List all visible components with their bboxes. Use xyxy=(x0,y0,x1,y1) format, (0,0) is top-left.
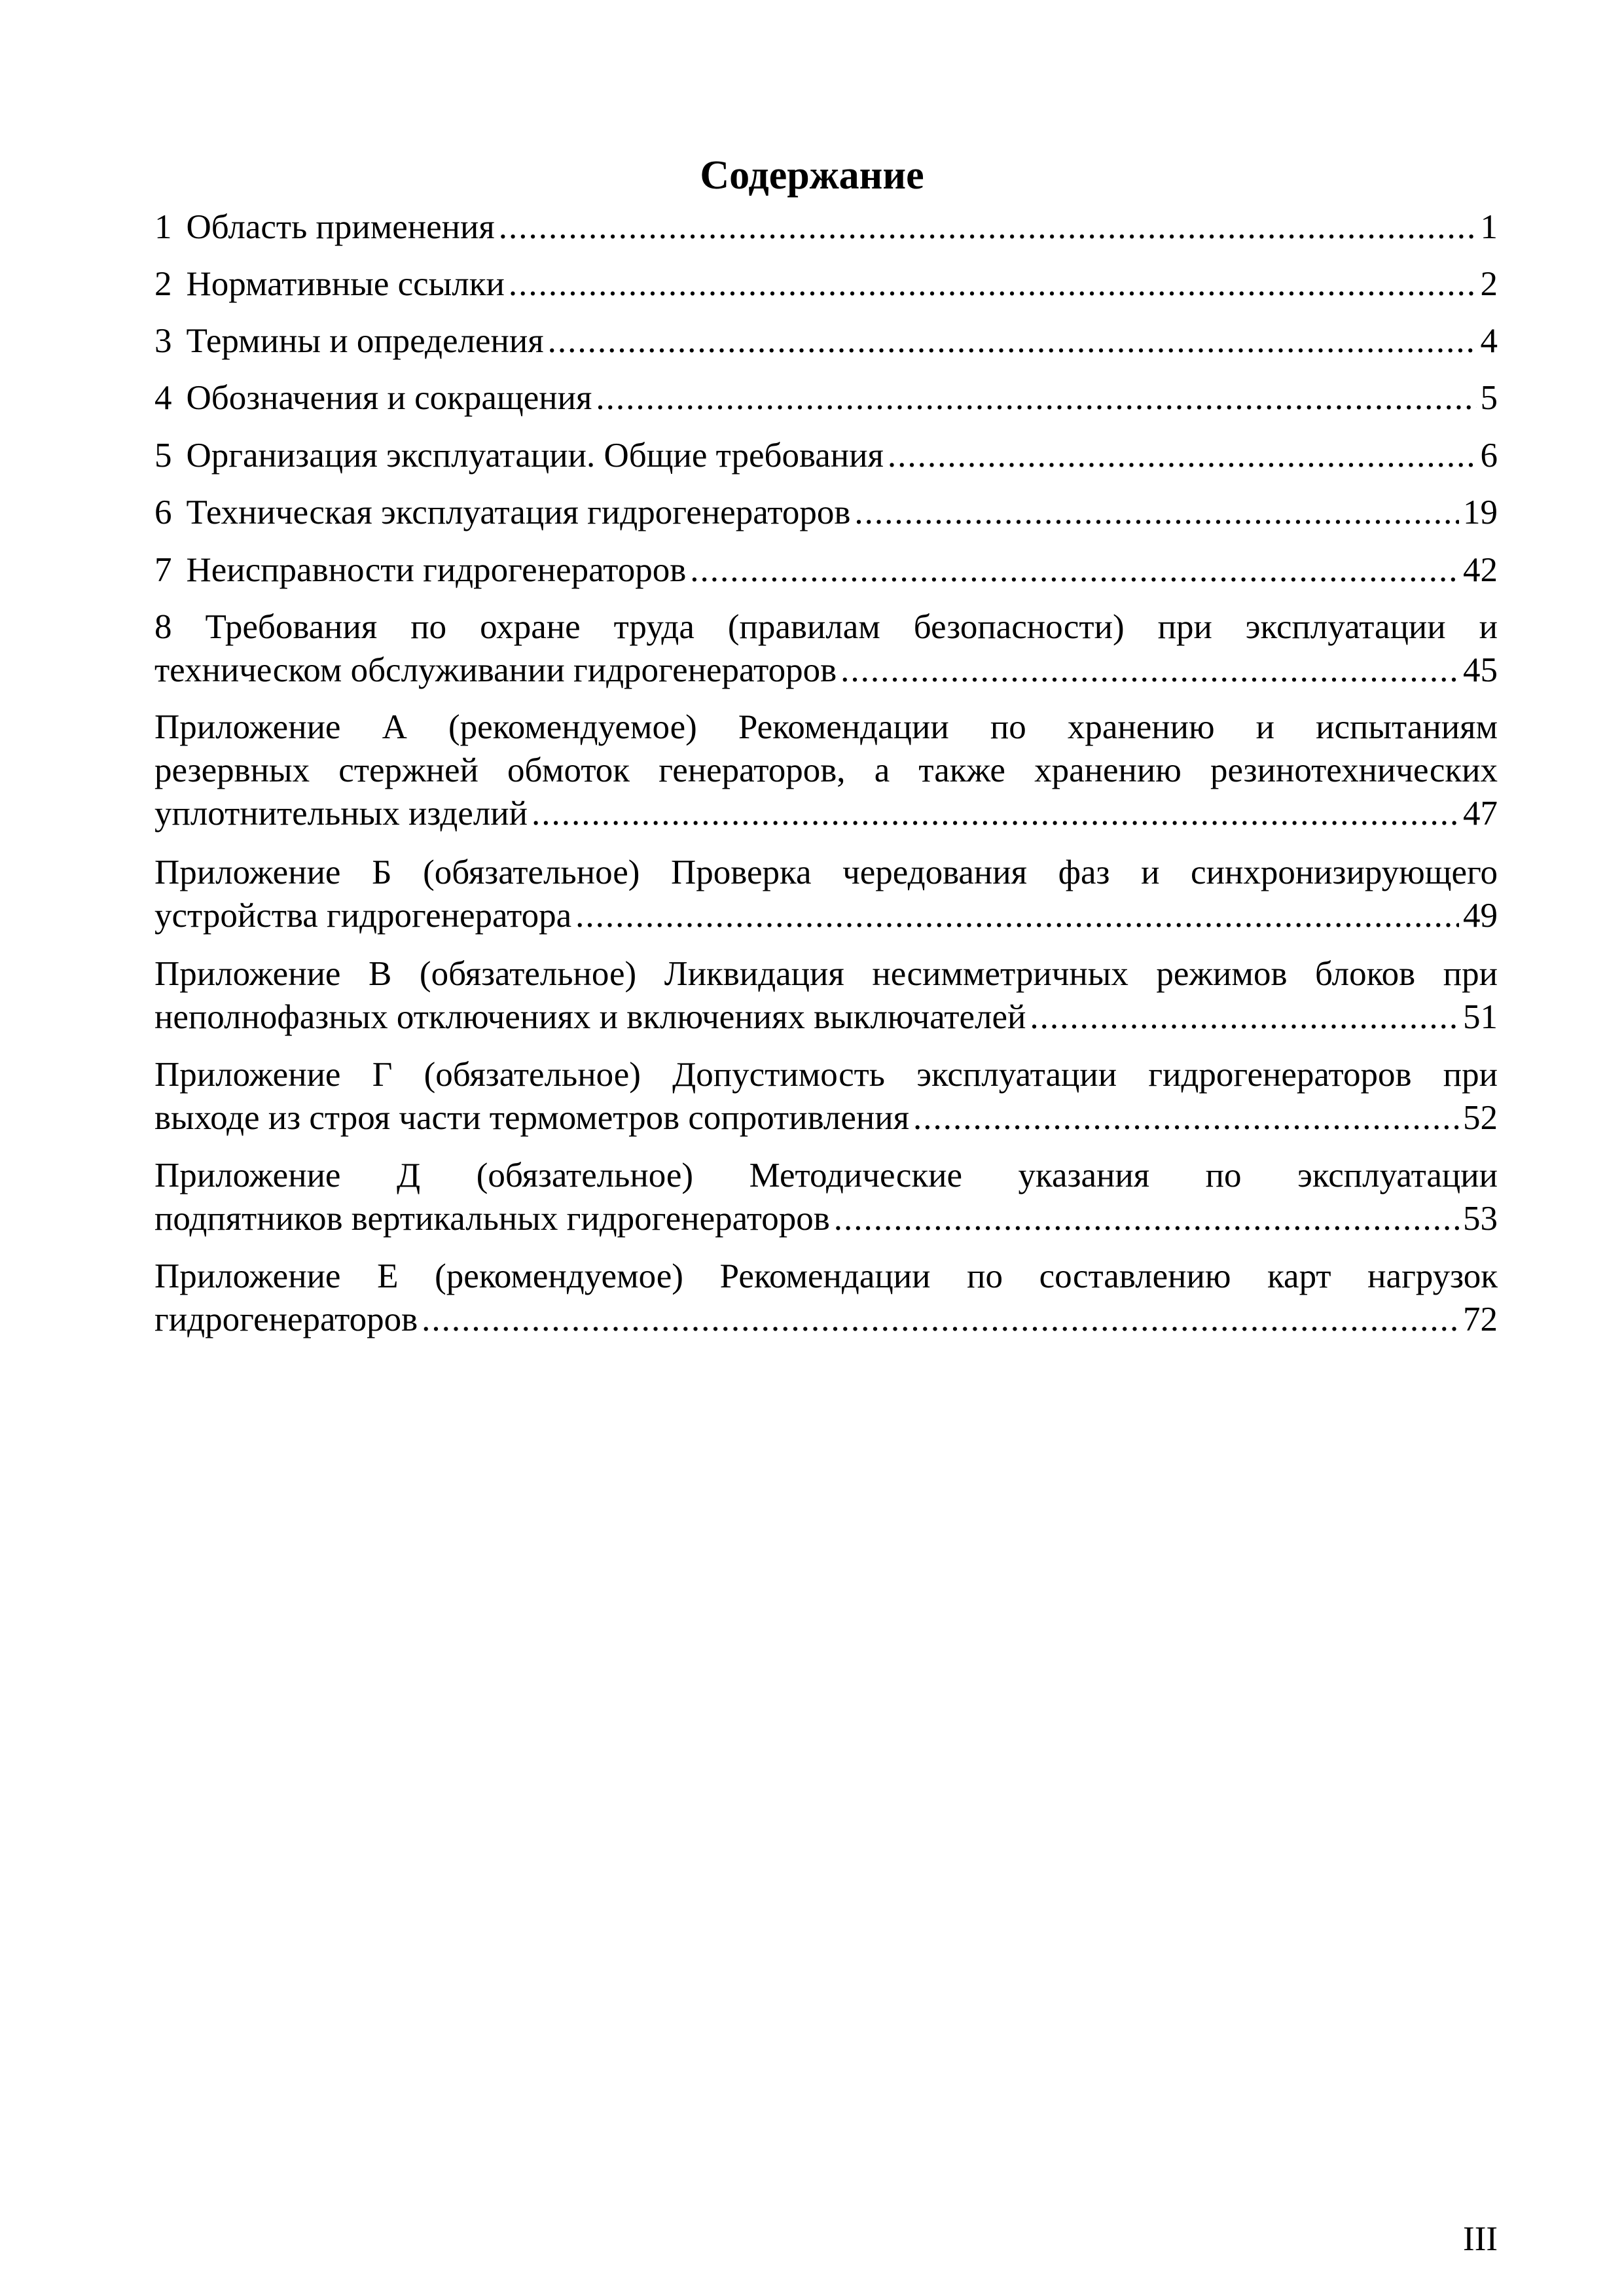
toc-entry-text: выходе из строя части термометров сопротивления xyxy=(154,1099,909,1137)
toc-entry-page: 1 xyxy=(1480,208,1498,246)
dot-leader xyxy=(834,1197,1459,1240)
toc-entry-text: 8 Требования по охране труда (правилам безопасности) при эксплуатации и xyxy=(154,608,1498,646)
dot-leader xyxy=(575,894,1459,937)
toc-entry-page: 72 xyxy=(1463,1300,1498,1338)
toc-entry[interactable] xyxy=(154,548,1498,592)
toc-entry-text: Организация эксплуатации. Общие требования xyxy=(186,437,884,475)
toc-entry-text: неполнофазных отключениях и включениях выключателей xyxy=(154,998,1026,1036)
dot-leader xyxy=(854,491,1459,534)
toc-entry-text: гидрогенераторов xyxy=(154,1300,418,1338)
toc-entry-page: 42 xyxy=(1463,551,1498,589)
toc-entry-page: 45 xyxy=(1463,651,1498,689)
toc-entry-number: 3 xyxy=(154,322,172,360)
page-number: III xyxy=(1463,2220,1498,2258)
toc-entry-text: техническом обслуживании гидрогенераторов xyxy=(154,651,837,689)
toc-entry-text: Термины и определения xyxy=(186,322,544,360)
dot-leader xyxy=(548,319,1477,363)
dot-leader xyxy=(840,649,1459,692)
dot-leader xyxy=(596,376,1476,420)
toc-entry-number: 6 xyxy=(154,493,172,531)
toc-entry-text: Приложение Д (обязательное) Методические указания по эксплуатации xyxy=(154,1157,1498,1194)
toc-entry-page: 19 xyxy=(1463,493,1498,531)
toc-entry-text: подпятников вертикальных гидрогенераторов xyxy=(154,1200,830,1238)
toc-entry-page: 4 xyxy=(1480,322,1498,360)
toc-entry-text: устройства гидрогенератора xyxy=(154,897,572,935)
toc-entry-page: 5 xyxy=(1480,379,1498,417)
toc-entry-page: 49 xyxy=(1463,897,1498,935)
dot-leader xyxy=(509,262,1477,306)
toc-entry[interactable] xyxy=(154,319,1498,363)
toc-entry[interactable] xyxy=(154,1053,1498,1139)
toc-entry-text: Приложение А (рекомендуемое) Рекомендации по хранению и испытаниям xyxy=(154,708,1498,746)
dot-leader xyxy=(1030,996,1459,1039)
toc-entry-text: Обозначения и сокращения xyxy=(186,379,592,417)
toc-entry-page: 47 xyxy=(1463,795,1498,833)
dot-leader xyxy=(913,1096,1459,1139)
toc-entry[interactable] xyxy=(154,262,1498,306)
toc-entry[interactable] xyxy=(154,706,1498,835)
toc-entry[interactable] xyxy=(154,434,1498,477)
toc-entry-text: Приложение Г (обязательное) Допустимость эксплуатации гидрогенераторов при xyxy=(154,1056,1498,1094)
toc-entry-number: 1 xyxy=(154,208,172,246)
toc-entry-text: Нормативные ссылки xyxy=(186,265,505,303)
toc-entry[interactable] xyxy=(154,851,1498,937)
toc-entry-page: 51 xyxy=(1463,998,1498,1036)
toc-entry[interactable] xyxy=(154,376,1498,420)
toc-entry[interactable] xyxy=(154,1255,1498,1341)
toc-entry-text: Приложение Е (рекомендуемое) Рекомендации по составлению карт нагрузок xyxy=(154,1257,1498,1295)
toc-entry-number: 4 xyxy=(154,379,172,417)
toc-entry-text: Неисправности гидрогенераторов xyxy=(186,551,687,589)
toc-entry-page: 6 xyxy=(1480,437,1498,475)
toc-title: Содержание xyxy=(700,153,924,198)
toc-entry[interactable] xyxy=(154,605,1498,692)
toc-entry-text: резервных стержней обмоток генераторов, а также хранению резинотехнических xyxy=(154,751,1498,789)
dot-leader xyxy=(690,548,1459,592)
toc-entry[interactable] xyxy=(154,1154,1498,1240)
dot-leader xyxy=(532,792,1459,835)
toc-entry-text: Приложение Б (обязательное) Проверка чередования фаз и синхронизирующего xyxy=(154,853,1498,891)
toc-entry-text: Приложение В (обязательное) Ликвидация несимметричных режимов блоков при xyxy=(154,955,1498,993)
dot-leader xyxy=(888,434,1477,477)
toc-entry-page: 2 xyxy=(1480,265,1498,303)
dot-leader xyxy=(422,1298,1459,1341)
toc-entry[interactable] xyxy=(154,206,1498,249)
toc-entry[interactable] xyxy=(154,952,1498,1039)
toc-entry-text: Техническая эксплуатация гидрогенераторов xyxy=(186,493,851,531)
toc-entry-number: 2 xyxy=(154,265,172,303)
toc-entry-text: уплотнительных изделий xyxy=(154,795,528,833)
toc-entry-number: 5 xyxy=(154,437,172,475)
toc-entry-page: 52 xyxy=(1463,1099,1498,1137)
toc-entry-number: 7 xyxy=(154,551,172,589)
toc-entry-page: 53 xyxy=(1463,1200,1498,1238)
dot-leader xyxy=(499,206,1477,249)
toc-entry-text: Область применения xyxy=(186,208,495,246)
toc-entry[interactable] xyxy=(154,491,1498,534)
